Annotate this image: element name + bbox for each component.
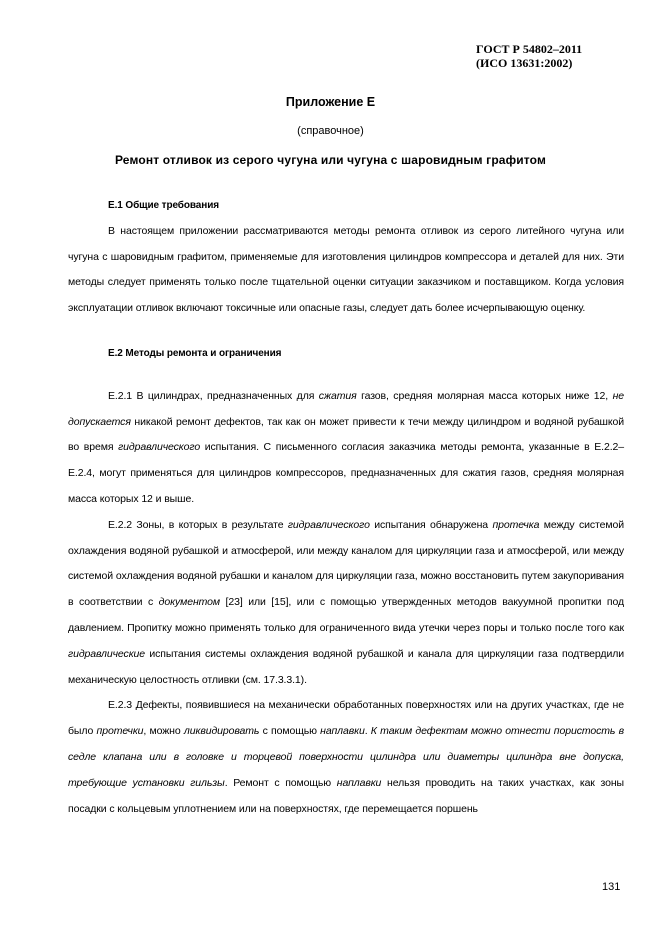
appendix-title: Приложение Е [285,95,376,109]
appendix-subtitle: (справочное) [297,125,364,137]
text-run: между системой охлаждения водяной рубашкой и атмосферой, или между каналом для циркуляции газа и атмосферой, или между системой охлаждения водяной рубашки и каналом для циркуляции газа, можно восстановить путем закупоривания в соответствии с [68,518,624,609]
appendix-main-title: Ремонт отливок из серого чугуна или чугуна с шаровидным графитом [114,153,547,167]
italic-term: гидравлического [118,441,201,454]
italic-term: К таким дефектам можно отнести пористость в седле клапана или в головке и торцевой поверхности цилиндра или диаметры цилиндра вне допуска, требующие установки гильзы [68,725,624,789]
paragraph-e2-3 [68,693,624,822]
italic-term: протечка [492,518,540,531]
text-run: , можно [143,725,184,738]
italic-term: документом [158,596,221,609]
text-run: Е.2.2 Зоны, в которых в результате [108,518,288,531]
text-run: испытания обнаружена [369,518,493,531]
paragraph-e2-1 [68,384,624,513]
text-run: газов, средняя молярная масса которых ниже 12, [356,389,613,402]
italic-term: сжатия [318,389,357,402]
page-number: 131 [602,881,621,893]
italic-term: наплавки [336,776,382,789]
text-run: . [364,725,371,738]
text-run: никакой ремонт дефектов, так как он может привести к течи между цилиндром и водяной рубашкой во время [68,415,624,454]
italic-term: ликвидировать [183,725,260,738]
text-run: Е.2.3 Дефекты, появившиеся на механически обработанных поверхностях или на других участках, где не было [68,699,624,738]
text-run: с помощью [259,725,321,738]
standard-header [476,42,582,70]
paragraph-e1: В настоящем приложении рассматриваются методы ремонта отливок из серого литейного чугуна или чугуна с шаровидным графитом, применяемые для изготовления цилиндров компрессора и деталей для них. Эти методы следует применять только после тщательной оценки ситуации заказчиком и поставщиком. Когда условия эксплуатации отливок включают токсичные или опасные газы, следует дать более исчерпывающую оценку. [68,224,624,315]
text-run: [23] или [15], или с помощью утвержденных методов вакуумной пропитки под давлением. Пропитку можно применять только для ограниченного вида утечки через поры и только после того как [68,596,624,634]
italic-term: гидравлические [68,647,146,660]
italic-term: гидравлического [287,518,370,531]
italic-term: не допускается [68,389,624,428]
section-heading-e2: Е.2 Методы ремонта и ограничения [108,347,282,359]
text-run: испытания системы охлаждения водяной рубашкой и канала для циркуляции газа подтвердили механическую целостность отливки (см. 17.3.3.1). [68,647,624,686]
iso-reference: (ИСО 13631:2002) [476,56,573,70]
standard-number: ГОСТ Р 54802–2011 [476,42,583,56]
italic-term: протечки [96,725,144,738]
italic-term: наплавки [320,725,365,738]
text-run: . Ремонт с помощью [224,776,337,789]
text-run: испытания. С письменного согласия заказчика методы ремонта, указанные в Е.2.2–Е.2.4, могут применяться для цилиндров компрессоров, предназначенных для сжатия газов, средняя молярная масса которых 12 и выше. [68,441,625,505]
section-heading-e1: Е.1 Общие требования [108,200,219,211]
text-run: нельзя проводить на таких участках, как зоны посадки с кольцевым уплотнением или на поверхностях, где перемещается поршень [68,776,624,815]
document-body [68,193,624,822]
text-run: Е.2.1 В цилиндрах, предназначенных для [108,389,319,402]
paragraph-e2-2 [68,513,624,694]
